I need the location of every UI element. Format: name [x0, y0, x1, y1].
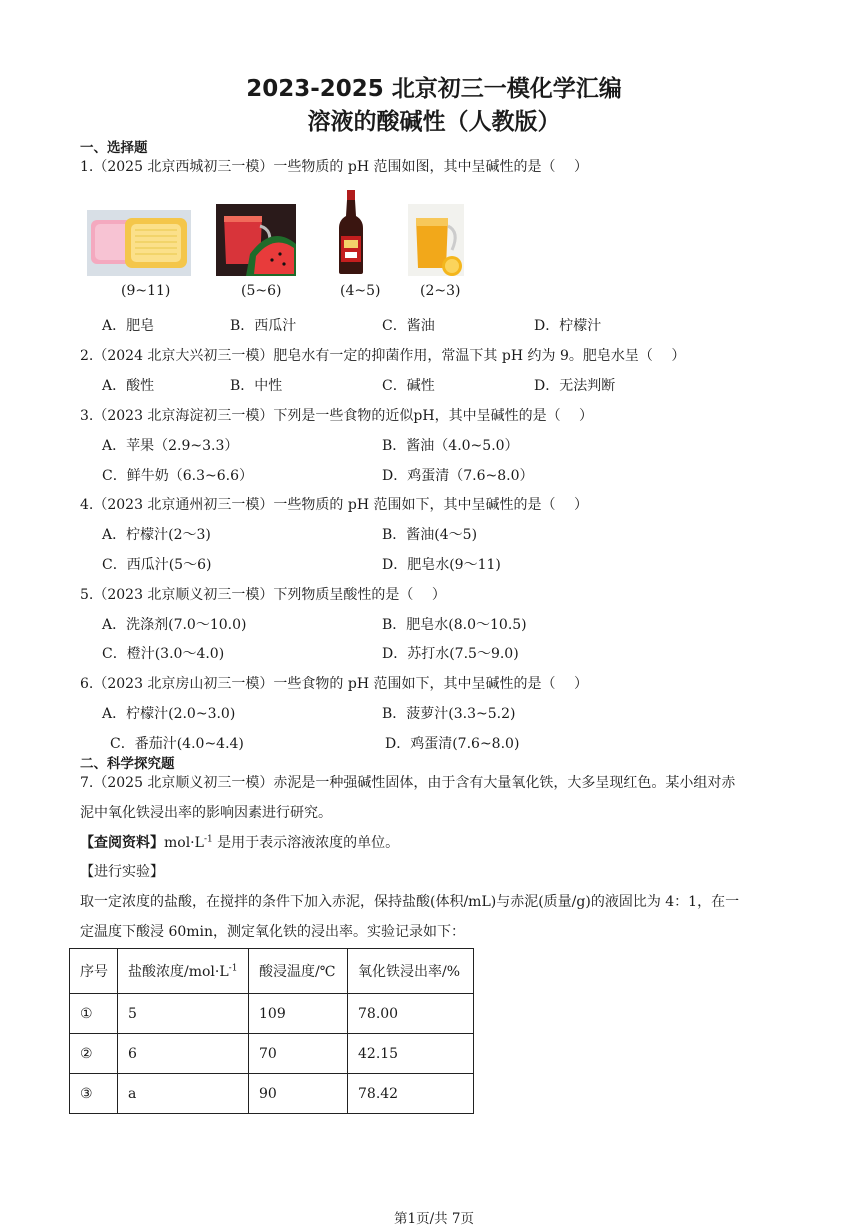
cell-temperature: 109 — [249, 994, 348, 1034]
page-footer: 第1页/共 7页 — [393, 1211, 475, 1227]
cell-leach-rate: 42.15 — [348, 1034, 474, 1074]
watermelon-juice-image — [216, 204, 296, 276]
section-heading-inquiry: 二、科学探究题 — [80, 756, 175, 772]
q1-option-b: B．西瓜汁 — [230, 318, 297, 334]
cell-concentration: 5 — [118, 994, 249, 1034]
question-5-stem: 5.（2023 北京顺义初三一模）下列物质呈酸性的是（ ） — [80, 587, 446, 603]
header-acid-concentration — [118, 949, 249, 994]
cell-concentration: a — [118, 1074, 249, 1114]
document-subtitle: 溶液的酸碱性（人教版） — [307, 109, 561, 135]
q4-option-c: C．西瓜汁(5～6) — [102, 557, 212, 573]
header-serial: 序号 — [70, 949, 118, 994]
section-heading-choice: 一、选择题 — [80, 140, 148, 156]
q6-option-b: B．菠萝汁(3.3~5.2) — [382, 706, 516, 722]
q3-option-a: A．苹果（2.9~3.3） — [102, 438, 239, 454]
header-leach-rate: 氧化铁浸出率/% — [348, 949, 474, 994]
q5-option-b: B．肥皂水(8.0～10.5) — [382, 617, 527, 633]
q6-option-a: A．柠檬汁(2.0~3.0) — [102, 706, 236, 722]
q2-option-c: C．碱性 — [382, 378, 435, 394]
q3-option-d: D．鸡蛋清（7.6~8.0） — [382, 468, 534, 484]
question-2-stem: 2.（2024 北京大兴初三一模）肥皂水有一定的抑菌作用，常温下其 pH 约为 9。肥皂水呈（ ） — [80, 348, 686, 364]
reference-label: 【查阅资料】 — [80, 835, 164, 851]
table-row — [70, 1034, 474, 1074]
cell-serial: ③ — [70, 1074, 118, 1114]
q3-option-c: C．鲜牛奶（6.3~6.6） — [102, 468, 253, 484]
table-header-row — [70, 949, 474, 994]
cell-temperature: 90 — [249, 1074, 348, 1114]
q4-option-b: B．酱油(4～5) — [382, 527, 478, 543]
q1-option-a: A．肥皂 — [102, 318, 155, 334]
q2-option-b: B．中性 — [230, 378, 283, 394]
q2-option-a: A．酸性 — [102, 378, 155, 394]
q4-option-a: A．柠檬汁(2～3) — [102, 527, 211, 543]
cell-concentration: 6 — [118, 1034, 249, 1074]
q1-option-d: D．柠檬汁 — [534, 318, 602, 334]
cell-temperature: 70 — [249, 1034, 348, 1074]
q2-option-d: D．无法判断 — [534, 378, 616, 394]
document-title: 2023-2025 北京初三一模化学汇编 — [246, 76, 622, 102]
q5-option-d: D．苏打水(7.5～9.0) — [382, 646, 519, 662]
question-7-stem-line2: 泥中氧化铁浸出率的影响因素进行研究。 — [80, 805, 332, 821]
image-caption-soap: (9~11) — [121, 283, 171, 299]
reference-text: 是用于表示溶液浓度的单位。 — [212, 835, 400, 851]
experiment-record-table — [69, 948, 474, 1114]
reference-note — [80, 832, 399, 852]
lemon-juice-image — [408, 204, 464, 276]
q6-option-d: D．鸡蛋清(7.6~8.0) — [385, 736, 520, 752]
q3-option-b: B．酱油（4.0~5.0） — [382, 438, 519, 454]
image-caption-soy-sauce: (4~5) — [340, 283, 381, 299]
header-acid-concentration-text: 盐酸浓度/mol·L — [128, 964, 229, 980]
table-row — [70, 1074, 474, 1114]
question-1-stem: 1.（2025 北京西城初三一模）一些物质的 pH 范围如图，其中呈碱性的是（ ） — [80, 159, 588, 175]
cell-leach-rate: 78.00 — [348, 994, 474, 1034]
header-acid-concentration-superscript: -1 — [228, 963, 238, 974]
soy-sauce-bottle-image — [337, 188, 365, 276]
experiment-paragraph-line2: 定温度下酸浸 60min，测定氧化铁的浸出率。实验记录如下： — [80, 924, 466, 940]
cell-serial: ① — [70, 994, 118, 1034]
q5-option-c: C．橙汁(3.0～4.0) — [102, 646, 225, 662]
q5-option-a: A．洗涤剂(7.0～10.0) — [102, 617, 247, 633]
image-caption-watermelon: (5~6) — [241, 283, 282, 299]
image-caption-lemon: (2~3) — [420, 283, 461, 299]
q6-option-c: C．番茄汁(4.0~4.4) — [110, 736, 244, 752]
q4-option-d: D．肥皂水(9～11) — [382, 557, 501, 573]
table-row — [70, 994, 474, 1034]
question-3-stem: 3.（2023 北京海淀初三一模）下列是一些食物的近似pH，其中呈碱性的是（ ） — [80, 408, 594, 424]
q1-option-c: C．酱油 — [382, 318, 435, 334]
question-6-stem: 6.（2023 北京房山初三一模）一些食物的 pH 范围如下，其中呈碱性的是（ ） — [80, 676, 588, 692]
cell-serial: ② — [70, 1034, 118, 1074]
reference-unit-superscript: -1 — [203, 834, 213, 845]
question-7-stem-line1: 7.（2025 北京顺义初三一模）赤泥是一种强碱性固体，由于含有大量氧化铁，大多呈现红色。某小组对赤 — [80, 775, 736, 791]
reference-unit: mol·L — [164, 835, 204, 851]
experiment-label: 【进行实验】 — [80, 864, 164, 880]
cell-leach-rate: 78.42 — [348, 1074, 474, 1114]
header-leach-temperature: 酸浸温度/℃ — [249, 949, 348, 994]
experiment-paragraph-line1: 取一定浓度的盐酸，在搅拌的条件下加入赤泥，保持盐酸(体积/mL)与赤泥(质量/g)的液固比为 4：1，在一 — [80, 894, 740, 910]
soap-image — [87, 210, 191, 276]
question-4-stem: 4.（2023 北京通州初三一模）一些物质的 pH 范围如下，其中呈碱性的是（ ） — [80, 497, 588, 513]
